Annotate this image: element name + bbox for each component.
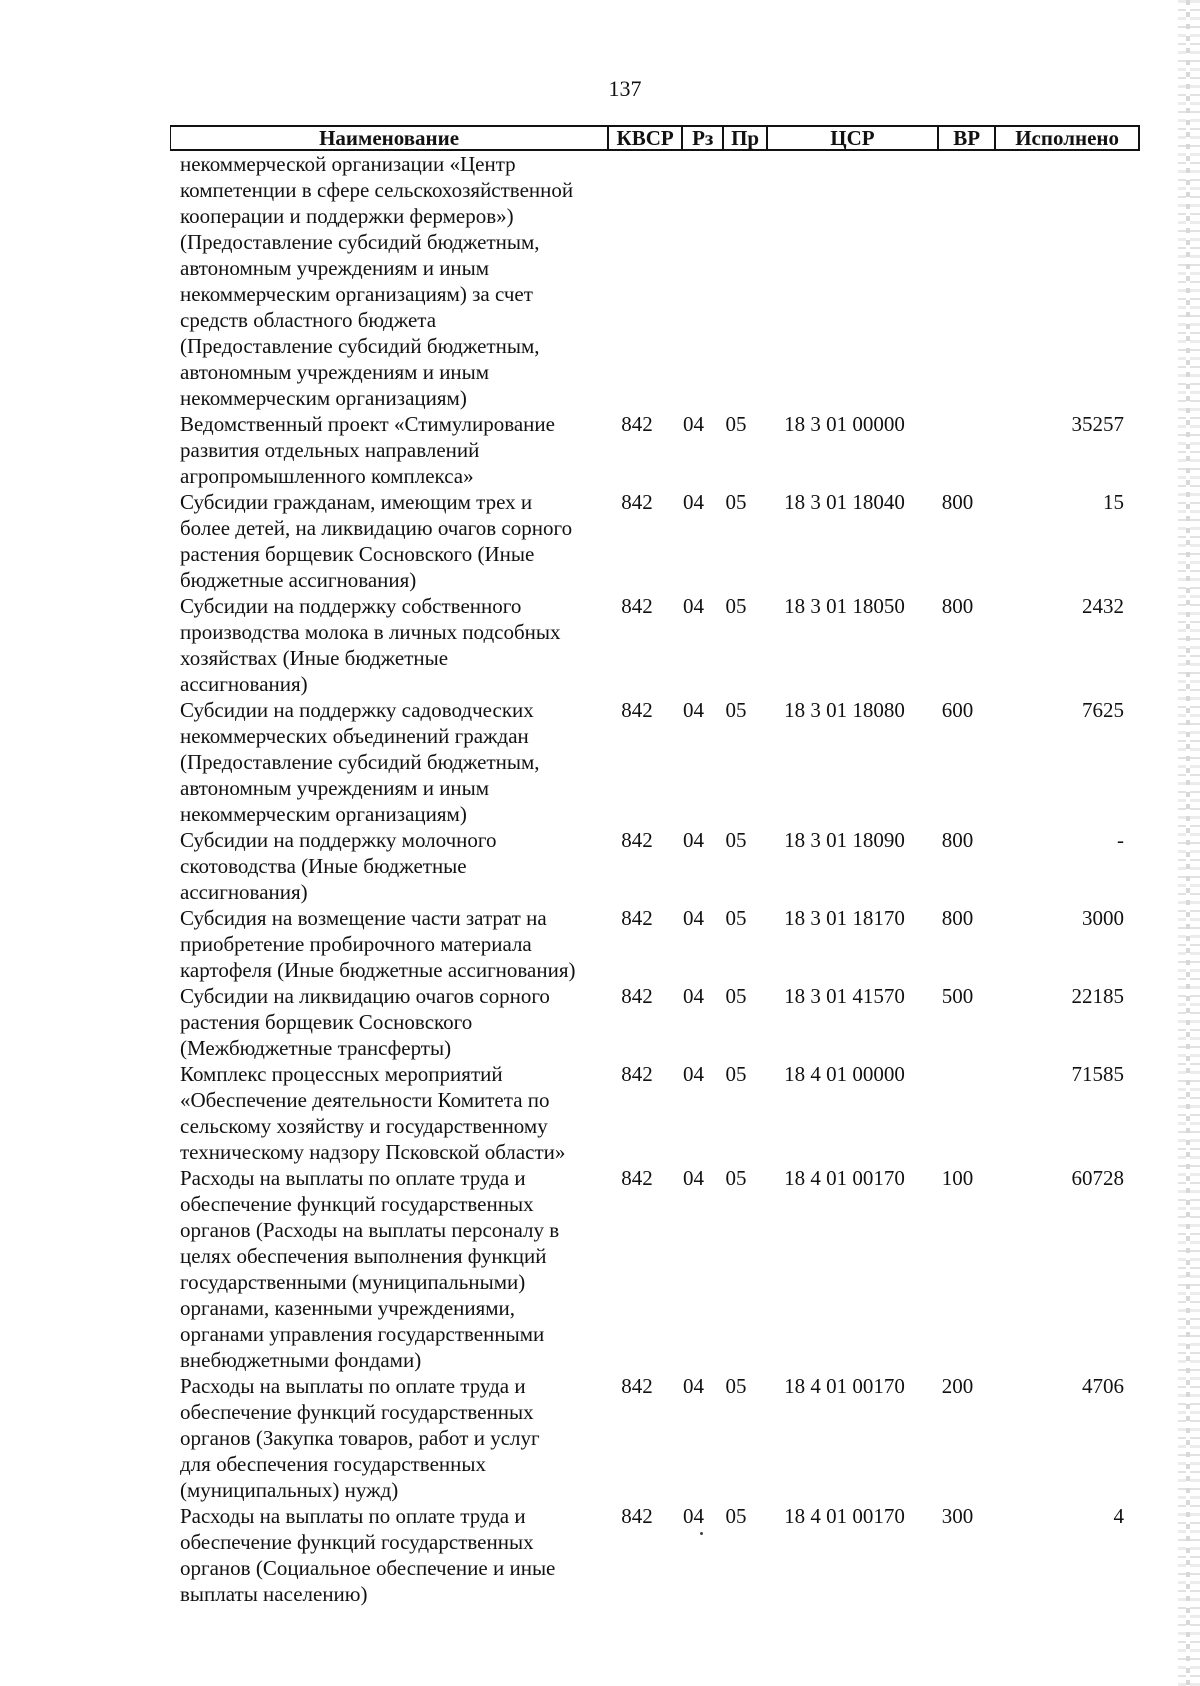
header-vr: ВР <box>939 127 996 149</box>
table-row <box>180 1061 1130 1165</box>
header-name: Наименование <box>171 127 609 149</box>
table-row <box>180 1165 1130 1373</box>
scan-speck <box>700 1532 703 1535</box>
cell-name: Субсидии на ликвидацию очагов сорного растения борщевик Сосновского (Межбюджетные трансферты) <box>180 984 550 1060</box>
table-row <box>180 489 1130 593</box>
cell-done: 3000 <box>1082 906 1124 930</box>
header-rz: Рз <box>683 127 724 149</box>
scan-edge-noise <box>1178 0 1200 1686</box>
cell-name: некоммерческой организации «Центр компетенции в сфере сельскохозяйственной кооперации и поддержки фермеров») (Предоставление субсидий бюджетным, автономным учреждениям и иным некоммерческим организациям) за счет средств областного бюджета (Предоставление субсидий бюджетным, автономным учреждениям и иным некоммерческим организациям) <box>180 152 574 410</box>
cell-pr: 05 <box>725 1504 747 1528</box>
cell-name: Расходы на выплаты по оплате труда и обеспечение функций государственных органов (Закупка товаров, работ и услуг для обеспечения государственных (муниципальных) нужд) <box>180 1374 540 1502</box>
cell-name: Субсидии на поддержку молочного скотоводства (Иные бюджетные ассигнования) <box>180 828 497 904</box>
cell-done: 2432 <box>1082 594 1124 618</box>
header-pr: Пр <box>724 127 767 149</box>
table-row <box>180 827 1130 905</box>
cell-pr: 05 <box>725 594 747 618</box>
cell-name: Комплекс процессных мероприятий «Обеспечение деятельности Комитета по сельскому хозяйству и государственному техническому надзору Псковской области» <box>180 1062 566 1164</box>
cell-kvsr: 842 <box>621 490 653 514</box>
cell-csr: 18 3 01 18040 <box>784 490 905 514</box>
cell-rz: 04 <box>683 906 704 930</box>
table-body <box>180 151 1130 1607</box>
cell-csr: 18 3 01 41570 <box>784 984 905 1008</box>
cell-kvsr: 842 <box>621 1166 653 1190</box>
cell-vr: 500 <box>941 984 974 1008</box>
cell-pr: 05 <box>725 984 747 1008</box>
cell-csr: 18 4 01 00170 <box>784 1374 905 1398</box>
cell-done: 22185 <box>1071 984 1124 1008</box>
header-kvsr: КВСР <box>609 127 683 149</box>
cell-kvsr: 842 <box>621 906 653 930</box>
cell-done: 4 <box>1113 1504 1124 1528</box>
cell-pr: 05 <box>725 1062 747 1086</box>
cell-name: Субсидия на возмещение части затрат на приобретение пробирочного материала картофеля (Иные бюджетные ассигнования) <box>180 906 576 982</box>
table-row <box>180 151 1130 411</box>
cell-kvsr: 842 <box>621 984 653 1008</box>
cell-vr: 100 <box>941 1166 974 1190</box>
cell-name: Субсидии гражданам, имеющим трех и более детей, на ликвидацию очагов сорного растения борщевик Сосновского (Иные бюджетные ассигнования) <box>180 490 573 592</box>
page-number: 137 <box>608 76 642 101</box>
cell-csr: 18 4 01 00000 <box>784 1062 905 1086</box>
cell-rz: 04 <box>683 984 704 1008</box>
cell-rz: 04 <box>683 1504 704 1528</box>
cell-pr: 05 <box>725 906 747 930</box>
cell-name: Расходы на выплаты по оплате труда и обеспечение функций государственных органов (Расходы на выплаты персоналу в целях обеспечения выполнения функций государственными (муниципальными) органами, казенными учреждениями, органами управления государственными внебюджетными фондами) <box>180 1166 560 1372</box>
cell-csr: 18 4 01 00170 <box>784 1504 905 1528</box>
cell-rz: 04 <box>683 1062 704 1086</box>
cell-vr: 800 <box>941 594 974 618</box>
cell-rz: 04 <box>683 490 704 514</box>
cell-done: 4706 <box>1082 1374 1124 1398</box>
cell-pr: 05 <box>725 1166 747 1190</box>
header-csr: ЦСР <box>768 127 939 149</box>
cell-kvsr: 842 <box>621 828 653 852</box>
cell-pr: 05 <box>725 698 747 722</box>
cell-vr: 800 <box>941 906 974 930</box>
cell-kvsr: 842 <box>621 412 653 436</box>
cell-vr: 800 <box>941 490 974 514</box>
table-header <box>170 125 1140 151</box>
cell-csr: 18 3 01 18090 <box>784 828 905 852</box>
cell-pr: 05 <box>725 490 747 514</box>
cell-kvsr: 842 <box>621 1374 653 1398</box>
cell-rz: 04 <box>683 828 704 852</box>
cell-done: 60728 <box>1071 1166 1124 1190</box>
cell-done: 71585 <box>1071 1062 1124 1086</box>
cell-rz: 04 <box>683 698 704 722</box>
cell-csr: 18 3 01 18050 <box>784 594 905 618</box>
cell-vr: 600 <box>941 698 974 722</box>
cell-done: 35257 <box>1071 412 1124 436</box>
cell-kvsr: 842 <box>621 1504 653 1528</box>
cell-name: Субсидии на поддержку собственного производства молока в личных подсобных хозяйствах (Иные бюджетные ассигнования) <box>180 594 561 696</box>
cell-rz: 04 <box>683 412 704 436</box>
cell-pr: 05 <box>725 828 747 852</box>
cell-name: Ведомственный проект «Стимулирование развития отдельных направлений агропромышленного комплекса» <box>180 412 555 488</box>
cell-pr: 05 <box>725 412 747 436</box>
cell-pr: 05 <box>725 1374 747 1398</box>
cell-kvsr: 842 <box>621 1062 653 1086</box>
cell-done: 15 <box>1103 490 1124 514</box>
cell-rz: 04 <box>683 1166 704 1190</box>
table-row <box>180 983 1130 1061</box>
cell-vr: 800 <box>941 828 974 852</box>
cell-done: 7625 <box>1082 698 1124 722</box>
table-row <box>180 593 1130 697</box>
cell-done: - <box>1117 828 1124 852</box>
cell-rz: 04 <box>683 1374 704 1398</box>
cell-vr: 300 <box>941 1504 974 1528</box>
cell-csr: 18 4 01 00170 <box>784 1166 905 1190</box>
table-row <box>180 411 1130 489</box>
table-row <box>180 905 1130 983</box>
table-row <box>180 697 1130 827</box>
cell-csr: 18 3 01 18170 <box>784 906 905 930</box>
cell-csr: 18 3 01 00000 <box>784 412 905 436</box>
cell-kvsr: 842 <box>621 698 653 722</box>
cell-name: Субсидии на поддержку садоводческих некоммерческих объединений граждан (Предоставление субсидий бюджетным, автономным учреждениям и иным некоммерческим организациям) <box>180 698 540 826</box>
cell-csr: 18 3 01 18080 <box>784 698 905 722</box>
header-done: Исполнено <box>1015 125 1119 150</box>
cell-rz: 04 <box>683 594 704 618</box>
cell-kvsr: 842 <box>621 594 653 618</box>
table-row <box>180 1503 1130 1607</box>
cell-vr: 200 <box>941 1374 974 1398</box>
table-row <box>180 1373 1130 1503</box>
cell-name: Расходы на выплаты по оплате труда и обеспечение функций государственных органов (Социальное обеспечение и иные выплаты населению) <box>180 1504 556 1606</box>
